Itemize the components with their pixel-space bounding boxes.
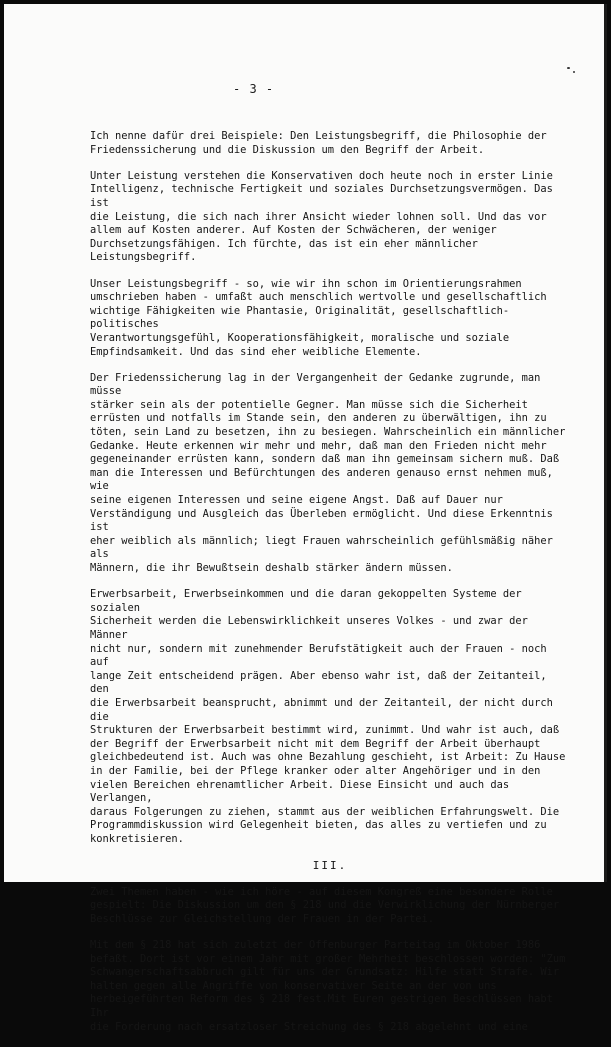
paragraph-peacekeeping: Der Friedenssicherung lag in der Vergangenheit der Gedanke zugrunde, man müsse stärker sein als der potentielle Gegner. Man müsse sich die Sicherheit errüsten und notfalls im Stande sein, den anderen zu überwältigen, ihn zu töten, sein Land zu besetzen, ihn zu besiegen. Wahrscheinlich ein männlicher Gedanke. Heute erkennen wir mehr und mehr, daß man den Frieden nicht mehr gegeneinander errüsten kann, sondern daß man ihn gemeinsam sichern muß. Daß man die Interessen und Befürchtungen des anderen genauso ernst nehmen muß, wie seine eigenen Interessen und seine eigene Angst. Daß auf Dauer nur Verständigung und Ausgleich das Überleben ermöglicht. Und diese Erkenntnis ist eher weiblich als männlich; liegt Frauen wahrscheinlich gefühlsmäßig näher als Männern, die ihr Bewußtsein deshalb stärker ändern müssen. <box>90 371 566 574</box>
scan-speck <box>567 67 570 69</box>
section-heading: III. <box>312 859 348 873</box>
paragraph-conservative-performance: Unter Leistung verstehen die Konservativen doch heute noch in erster Linie Intelligenz, technische Fertigkeit und soziales Durchsetzungsvermögen. Das ist die Leistung, die sich nach ihrer Ansicht wieder lohnen soll. Und das vor allem auf Kosten anderer. Auf Kosten der Schwächeren, der weniger Durchsetzungsfähigen. Ich fürchte, das ist ein eher männlicher Leistungsbegriff. <box>90 169 553 264</box>
paragraph-218: Mit dem § 218 hat sich zuletzt der Offenburger Parteitag im Oktober 1986 befaßt. Dort ist vor einem Jahr mit großer Mehrheit beschlossen worden: "Zum Schwangerschaftsabbruch gilt für uns der Grundsatz: Hilfe statt Strafe. Wir halten gegen alle Angriffe von konservativer Seite an der von uns herbeigeführten Reform des § 218 fest.Mit Euren gestrigen Beschlüssen habt Ihr die Forderung nach ersatzloser Streichung des § 218 abgelehnt und eine <box>90 939 566 1033</box>
paragraph-examples: Ich nenne dafür drei Beispiele: Den Leistungsbegriff, die Philosophie der Friedenssicherung und die Diskussion um den Begriff der Arbeit. <box>90 130 547 156</box>
paragraph-two-topics: Zwei Themen haben - wie ich höre - auf diesem Kongreß eine besondere Rolle gespielt: Die Diskussion um den § 218 und die Verwirklichung der Nürnberger Beschlüsse zur Gleichstellung der Frauen in der Partei. <box>90 885 560 925</box>
scan-speck <box>573 71 575 73</box>
body-text <box>90 130 570 1047</box>
paragraph-work: Erwerbsarbeit, Erwerbseinkommen und die daran gekoppelten Systeme der sozialen Sicherheit werden die Lebenswirklichkeit unseres Volkes - und zwar der Männer nicht nur, sondern mit zunehmender Berufstätigkeit auch der Frauen - noch auf lange Zeit entscheidend prägen. Aber ebenso wahr ist, daß der Zeitanteil, den die Erwerbsarbeit beansprucht, abnimmt und der Zeitanteil, der nicht durch die Strukturen der Erwerbsarbeit bestimmt wird, zunimmt. Und wahr ist auch, daß der Begriff der Erwerbsarbeit nicht mit dem Begriff der Arbeit überhaupt gleichbedeutend ist. Auch was ohne Bezahlung geschieht, ist Arbeit: Zu Hause in der Familie, bei der Pflege kranker oder alter Angehöriger und in den vielen Bereichen ehrenamtlicher Arbeit. Diese Einsicht und auch das Verlangen, daraus Folgerungen zu ziehen, stammt aus der weiblichen Erfahrungswelt. Die Programmdiskussion wird Gelegenheit bieten, das alles zu vertiefen und zu konkretisieren. <box>90 588 566 845</box>
paragraph-our-performance: Unser Leistungsbegriff - so, wie wir ihn schon im Orientierungsrahmen umschrieben haben - umfaßt auch menschlich wertvolle und gesellschaftlich wichtige Fähigkeiten wie Phantasie, Originalität, gesellschaftlich-politisches Verantwortungsgefühl, Kooperationsfähigkeit, moralische und soziale Empfindsamkeit. Und das sind eher weibliche Elemente. <box>90 277 547 358</box>
document-page <box>4 4 607 1033</box>
page-number: - 3 - <box>233 82 275 96</box>
